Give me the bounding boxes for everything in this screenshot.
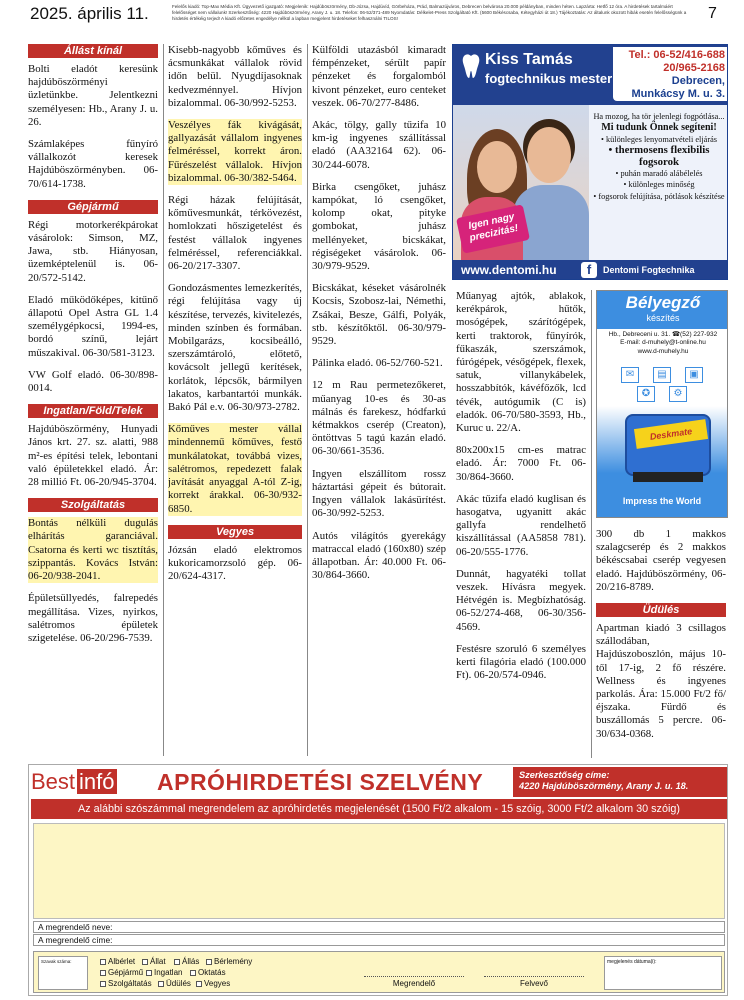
page-header [0,0,744,30]
stamp-ad-email[interactable]: E-mail: d-muhely@t-online.hu [620,339,706,347]
classified-ad: Épületsüllyedés, falrepedés megállítása. Vizes, nyirkos, salétromos épületek szigetelése. 06-20/296-7539. [28,592,158,644]
form-title: APRÓHIRDETÉSI SZELVÉNY [157,769,484,795]
classified-ad: Gondozásmentes lemezkerítés, régi felújítása vagy új készítése, tervezés, kivitelezés, minden színben és formában. Mobilgarázs, kocsibeálló, szerszámtároló, előtető, kovácsolt jellegű kerítések, korlátok, lépcsők, bármilyen lakatos, karbantartói munkák. Bakó Pál e.v. 06-30/973-2782. [168,282,302,414]
category-checkbox[interactable]: Gépjármű [100,968,143,978]
category-checkbox[interactable]: Állat [142,957,166,967]
customer-name-field[interactable]: A megrendelő neve: [33,921,725,933]
category-checkbox[interactable]: Bérlemény [206,957,252,967]
category-checkbox[interactable]: Üdülés [158,979,191,989]
category-checkbox[interactable]: Állás [174,957,199,967]
stamp-ad-subheading: készítés [646,313,680,323]
section-heading: Állást kínál [28,44,158,58]
classified-ad: VW Golf eladó. 06-30/898-0014. [28,368,158,395]
classified-ad: Józsán eladó elektromos kukoricamorzsoló gép. 06-20/624-4317. [168,543,302,583]
classified-ad: Bicskákat, késeket vásárolnék Kocsis, Szobosz-lai, Némethi, Zsákai, Besze, Gálfi, Polyák, stb. készítőktől. 06-30/979-9529. [312,282,446,348]
category-checkbox[interactable]: Oktatás [190,968,226,978]
issue-date: 2025. április 11. [30,4,149,23]
category-checkbox[interactable]: Albérlet [100,957,135,967]
imprint: Felelős kiadó: Top-Max Média Kft. Ügyvezető igazgató: Megjelenik: Hajdúböszörmény, Db-Józsa, Hajdúvíd, Görbeháza, Prád, Balmazújváros, Debrecen belvárosa 20.000 példányban, minden héten. Lapzárta: Hetfő 12 óra. A hirdetések tartalmáért felelősséget nem vállalunk! Szerkesztőség: 4220 Hajdúböszörmény, Arany J. u. 18. Telefon: 06-52/371-489 Nyomdatás: Délkelet-Press Szolgáltató Kft. (5600 Békéscsaba, Kétegyházi út 18.) Tájékoztatás: Az általunk okozott hibák esetén felelősségünk a hirdetés értékéig terjed! A kiadó előzetes engedélye nélkül a lapban megjelent hirdetéseket felhasználni TILOS! [172,4,687,21]
classified-ad: Műanyag ajtók, ablakok, kerékpárok, hűtők, mosógépek, szárítógépek, kerti traktorok, fűnyírók, fűkaszák, szerszámok, fúrógépek, vésőgépek, flexek, satuk, villanykábelek, hosszabbítók, kávéfőzők, lcd tévék, autógumik (C is) eladók. 06-70/580-3593, Hb., Kuruc u. 22/A. [456,290,586,435]
classified-ad: Apartman kiadó 3 csillagos szállodában, Hajdúszoboszlón, május 10-től 17-ig, 2 fő részére. Wellness és ingyenes parkolás. Ára: 15.000 Ft/2 fő/éjszaka. Fürdő és buszállomás 5 percre. 06-30/634-0368. [596,622,726,740]
classifieds-column-3 [312,44,446,756]
classified-ad: Régi motorkerékpárokat vásárolok: Simson, MZ, Jawa, stb. Hiányosan, üzemképtelenül is. 06-20/572-5142. [28,218,158,284]
precision-badge: Igen nagy precizitás! [456,204,530,253]
stamp-product-image [597,406,727,518]
classified-ad: Kőműves mester vállal mindennemű kőműves, festő munkálatokat, továbbá vizes, salétromos, repedezett falak javítását anyaggal A-tól Z-ig, korrekt árakkal. 06-30/932-6850. [168,423,302,515]
stamp-base [633,472,703,482]
editorial-label: Szerkesztőség címe: [519,770,610,780]
ad-business-subtitle: fogtechnikus mester [485,71,613,86]
classified-ad: Akác, tölgy, gally tűzifa 10 km-ig ingyenes szállítással eladó (AA32164 62). 06-30/244-6078. [312,119,446,171]
classifieds-column-4 [456,290,586,745]
logo-info: infó [79,769,115,794]
classified-ad: Bolti eladót keresünk hajdúböszörményi üzletünkbe. Jelentkezni személyesen: Hb., Arany J. u. 26. [28,63,158,128]
facebook-icon[interactable]: f [581,262,597,278]
stamp-ad-web[interactable]: www.d-muhely.hu [637,347,689,355]
stamp-ad-heading: Bélyegző [625,293,701,312]
ad-business-name: Kiss Tamás [485,51,573,68]
ad-bullet: • thermosens flexibilis fogsorok [608,144,710,168]
dentist-advertisement[interactable] [452,44,728,280]
ad-bullet: • különleges minőség [623,180,695,190]
classified-ad: Birka csengőket, juhász kampókat, ló csengőket, kolomp okat, pityke gombokat, juhász mellényeket, bicskákat, régiségeket vásárolok. 06-30/979-9529. [312,180,446,273]
classifieds-column-5 [596,528,726,758]
column-divider [591,290,592,758]
classified-ad: 80x200x15 cm-es matrac eladó. Ár: 7000 Ft. 06-30/864-3660. [456,444,586,483]
category-selection [33,951,725,993]
classified-ad: Akác tűzifa eladó kuglisan és hasogatva, ugyanitt akác gallyfa rendelhető kiszállítással (AA5858 781). 06-20/555-1776. [456,492,586,558]
ad-text-area[interactable] [33,823,725,919]
ad-body-text [591,111,727,202]
stamp-ad-address: Hb., Debreceni u. 31. ☎(52) 227-932 [608,331,718,338]
classified-ad: Dunnát, hagyatéki tollat veszek. Hívásra megyek. Hétvégén is. Megbízhatóság. 06-52/274-468, 06-30/356-4569. [456,567,586,633]
word-count-box[interactable]: Szavak száma: [38,956,88,990]
classified-ad: Ingyen elszállítom rossz háztartási gépeit és bútorait. Ingyen vállalok lakásürítést. 06-30/992-5253. [312,467,446,520]
classified-ad: Festésre szoruló 6 személyes kerti filagória eladó (100.000 Ft). 06-20/574-0946. [456,642,586,682]
classified-ad: Hajdúböszörmény, Hunyadi János krt. 27. sz. alatti, 988 m²-es építési telek, lebontani való épületekkel eladó. Ár: 28 millió Ft. 06-20/945-3704. [28,423,158,489]
classified-ad: Pálinka eladó. 06-52/760-521. [312,357,443,370]
ad-phone-2: 20/965-2168 [663,62,725,74]
stamp-brand: Deskmate [634,419,708,449]
seal-icon: ✪ [637,386,655,402]
print-icon: ▣ [685,367,703,383]
section-heading: Üdülés [596,603,726,617]
tooth-icon [461,53,481,79]
section-heading: Szolgáltatás [28,498,158,512]
woman-face [477,141,517,193]
classified-ad: Kisebb-nagyobb kőműves és ácsmunkákat vállalok rövid időn belül. Nyugdíjasoknak kedvezménnyel. Hívjon bizalommal. 06-30/992-5253. [168,44,302,109]
ad-footer [453,260,728,280]
classified-ad: 300 db 1 makkos szalagcserép és 2 makkos békéscsabai cserép vegyesen eladó. Hajdúböszörmény, 06-20/216-8789. [596,528,726,593]
stamp-ad-info [599,331,727,356]
document-icon: ▤ [653,367,671,383]
page-number: 7 [708,5,717,22]
classified-ad: Bontás nélküli dugulás elhárítás garanciával. Csatorna és kerti wc tisztítás, szippantás. Kovács István: 06-20/938-2041. [28,517,158,583]
classifieds-column-1 [28,44,158,756]
category-checkbox[interactable]: Vegyes [196,979,230,989]
gear-icon: ⚙ [669,386,687,402]
stamp-ad-icons [607,367,719,403]
stamp-advertisement[interactable] [596,290,728,518]
ad-contact [613,47,728,101]
section-heading: Ingatlan/Föld/Telek [28,404,158,418]
classified-order-form [28,764,728,996]
publication-date-box[interactable]: megjelenés dátuma(i): [604,956,722,990]
column-divider [307,44,308,756]
classified-ad: Régi házak felújítását, kőművesmunkát, térkövezést, homlokzati hőszigetelést és festést vállalok ingyenes felméréssel, referenciákkal. 06-20/217-3307. [168,194,302,273]
stamp-slogan: Impress the World [622,496,702,506]
category-checkbox[interactable]: Ingatlan [146,968,182,978]
column-divider [163,44,164,756]
editorial-address: 4220 Hajdúböszörmény, Arany J. u. 18. [519,781,689,791]
section-heading: Vegyes [168,525,302,539]
section-heading: Gépjármű [28,200,158,214]
logo-best: Best [31,769,76,794]
ad-phone: Tel.: 06-52/416-688 [628,49,725,61]
classified-ad: Autós világítós gyerekágy matraccal eladó (160x80) szép állapotban. Ár: 40.000 Ft. 06-30/864-3660. [312,529,446,582]
ad-street: Munkácsy M. u. 3. [631,88,725,100]
ad-headline: Mi tudunk Önnek segíteni! [601,122,717,134]
ad-bullet: • puhán maradó alábélelés [615,169,703,179]
classified-ad: Külföldi utazásból kimaradt fémpénzeket, sérült papír pénzeket és forgalomból kivont pénzeket, euro centeket veszek. 06-70/277-8486. [312,44,446,109]
ad-website-link[interactable]: www.dentomi.hu [461,263,557,277]
ad-intro: Ha mozog, ha tör jelenlegi fogpótlása... [593,112,725,121]
ad-header [453,45,728,105]
stamp-ad-title [597,291,728,329]
stamp-icon: ✉ [621,367,639,383]
customer-signature-line[interactable]: Megrendelő [364,976,464,988]
ad-city: Debrecen, [671,75,725,87]
classifieds-column-2 [168,44,302,756]
receiver-signature-line[interactable]: Felvevő [484,976,584,988]
man-face [527,127,571,183]
classified-ad: Eladó működőképes, kitűnő állapotú Opel Astra GL 1.4 személygépkocsi, 1994-es, bordó színű, lejárt műszakival. 06-30/581-3123. [28,293,158,359]
classified-ad: Számlaképes fűnyíró vállalkozót keresek Hajdúböszörményben. 06-70/614-1738. [28,138,158,190]
bestinfo-logo [31,767,151,797]
ad-facebook-name: Dentomi Fogtechnika [603,265,695,275]
classified-ad: Veszélyes fák kivágását, gallyazását vállalom ingyenes felméréssel, korrekt áron. Fűrészelést vállalok. Hívjon bizalommal. 06-30/382-5464. [168,119,302,184]
customer-address-field[interactable]: A megrendelő címe: [33,934,725,946]
form-instruction: Az alábbi szószámmal megrendelem az apróhirdetés megjelenését (1500 Ft/2 alkalom - 15 szóig, 3000 Ft/2 alkalom 30 szóig) [31,799,727,819]
ad-bullet: • fogsorok felújítása, pótlások készítése [593,191,725,201]
editorial-address-box [513,767,727,797]
ad-bullet: • különleges lenyomatvételi eljárás [600,134,718,144]
category-checkbox[interactable]: Szolgáltatás [100,979,152,989]
classified-ad: 12 m Rau permetezőkeret, műanyag 10-es és 30-as málnás és farekesz, hódfarkú kétmakkos cserép (Creaton), öntöttvas 5 tagú kazán eladó. 06-30/661-3536. [312,379,446,458]
